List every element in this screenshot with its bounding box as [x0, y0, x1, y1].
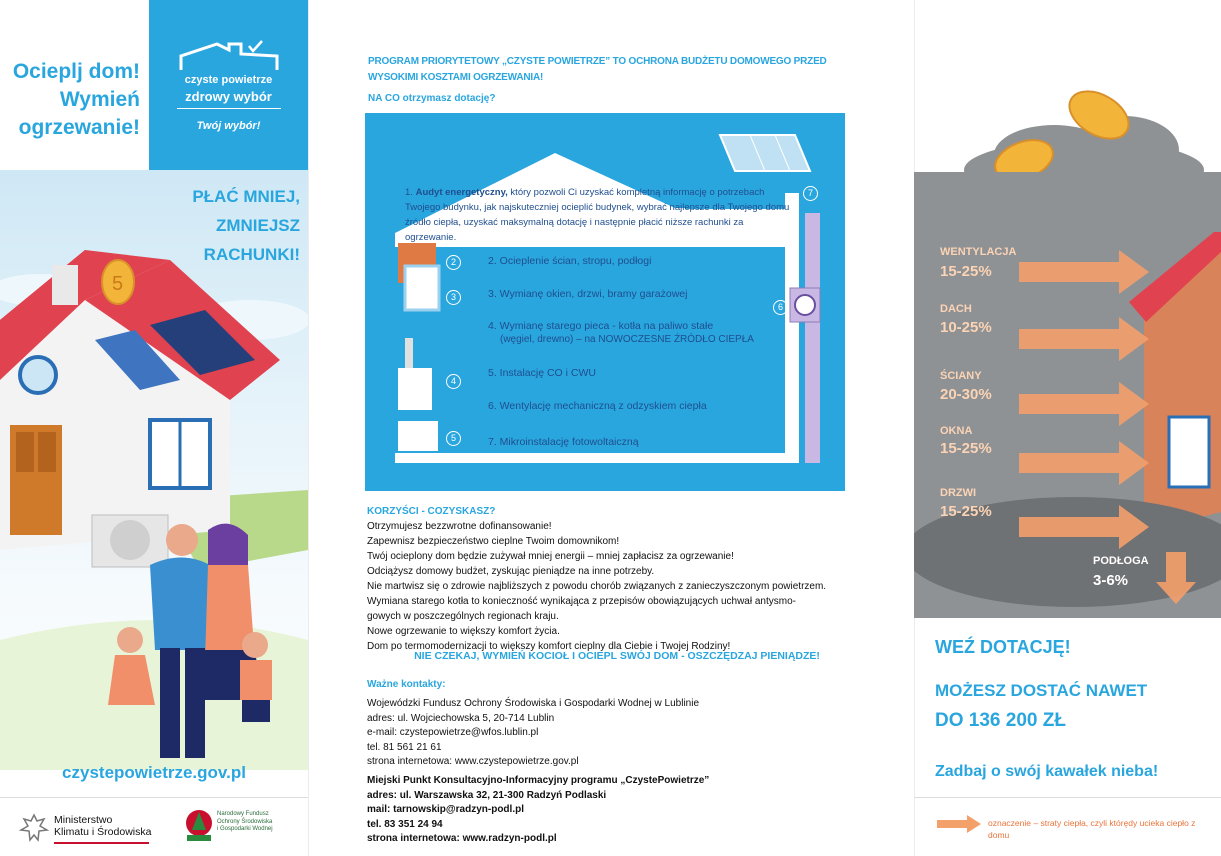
left-panel: [0, 0, 308, 856]
contact-line: adres: ul. Wojciechowska 5, 20-714 Lublin: [367, 712, 555, 724]
loss-value: 15-25%: [940, 440, 992, 457]
website-link[interactable]: czystepowietrze.gov.pl: [62, 763, 246, 782]
contact-line: adres: ul. Warszawska 32, 21-300 Radzyń Podlaski: [367, 789, 607, 801]
nfos-line: Ochrony Środowiska: [217, 818, 273, 825]
logo-tagline: Twój wybór!: [196, 120, 261, 132]
benefit-line: Zapewnisz bezpieczeństwo cieplne Twoim domownikom!: [367, 536, 620, 547]
icon-number: 3: [446, 290, 461, 305]
subsidy-item: 6. Wentylację mechaniczną z odzyskiem ciepła: [488, 400, 707, 412]
benefit-line: Odciążysz domowy budżet, zyskując pieniądze na inne potrzeby.: [367, 566, 655, 577]
floor-loss-value: 3-6%: [1093, 572, 1129, 589]
coins-cloud-illustration: [914, 60, 1221, 190]
program-title: PROGRAM PRIORYTETOWY „CZYSTE POWIETRZE” TO OCHRONA BUDŻETU DOMOWEGO PRZED WYSOKIMI KOSZTAMI OGRZEWANIA!: [368, 56, 827, 83]
logo-divider: [177, 108, 281, 109]
ministry-name: [54, 814, 151, 838]
benefits-title: KORZYŚCI - COZYSKASZ?: [367, 506, 496, 517]
call-to-action: NIE CZEKAJ, WYMIEŃ KOCIOŁ I OCIEPL SWÓJ DOM - OSZCZĘDZAJ PIENIĄDZE!: [414, 650, 820, 662]
benefit-line: gowych w poszczególnych regionach kraju.: [367, 611, 559, 622]
icon-number: 5: [446, 431, 461, 446]
program-logo: [149, 0, 308, 170]
contact-line: tel. 83 351 24 94: [367, 818, 443, 830]
sky-slogan: Zadbaj o swój kawałek nieba!: [935, 763, 1159, 780]
contacts-local: [367, 774, 867, 847]
icon-number: 2: [446, 255, 461, 270]
subsidy-item: 7. Mikroinstalację fotowoltaiczną: [488, 436, 639, 448]
subsidy-item: 3. Wymianę okien, drzwi, bramy garażowej: [488, 288, 688, 300]
audit-item: [405, 185, 790, 245]
loss-value: 20-30%: [940, 386, 992, 403]
infographic-house: [365, 113, 845, 491]
nfos-line: i Gospodarki Wodnej: [217, 826, 273, 832]
subsidy-item: 4. Wymianę starego pieca - kotła na paliwo stałe: [488, 320, 714, 332]
ministry-line: Klimatu i Środowiska: [54, 826, 152, 838]
subsidy-item-continued: (węgiel, drewno) – na NOWOCZESNE ŹRÓDŁO CIEPŁA: [500, 334, 754, 345]
loss-label: WENTYLACJA: [940, 246, 1017, 258]
icon-number: 4: [446, 374, 461, 389]
contact-website[interactable]: strona internetowa: www.czystepowietrze.gov.pl: [367, 756, 579, 767]
contact-email[interactable]: mail: tarnowskip@radzyn-podl.pl: [367, 804, 524, 815]
eagle-emblem-icon: [18, 812, 50, 844]
loss-value: 10-25%: [940, 319, 992, 336]
subsidy-item: 5. Instalację CO i CWU: [488, 367, 596, 379]
benefit-line: Nowe ogrzewanie to większy komfort życia.: [367, 626, 560, 637]
heat-arrow-icon: [937, 815, 981, 833]
nfos-logo-icon: [184, 808, 214, 842]
contacts-wfos: [367, 697, 867, 770]
contact-website[interactable]: strona internetowa: www.radzyn-podl.pl: [367, 833, 557, 844]
nfos-name: [217, 811, 273, 834]
loss-label: DACH: [940, 303, 972, 315]
loss-value: 15-25%: [940, 263, 992, 280]
slogan: [150, 182, 300, 269]
headline-line: Wymień: [59, 88, 140, 111]
icon-number: 7: [803, 186, 818, 201]
loss-label: OKNA: [940, 425, 973, 437]
benefit-line: Wymiana starego kotła to konieczność wynikająca z przepisów obowiązujących uchwał antysmo-: [367, 596, 796, 607]
slogan-line: ZMNIEJSZ RACHUNKI!: [203, 216, 300, 264]
icon-number: 6: [773, 300, 788, 315]
headline: [0, 58, 140, 142]
loss-label: ŚCIANY: [940, 370, 982, 382]
logo-line-2: zdrowy wybór: [185, 89, 272, 104]
loss-label: DRZWI: [940, 487, 977, 499]
benefits-section: [367, 504, 867, 654]
benefit-line: Twój ocieplony dom będzie zużywał mniej energii – mniej zapłacisz za ogrzewanie!: [367, 551, 734, 562]
legend-text: oznaczenie – straty ciepła, czyli którędy ucieka ciepło z domu: [988, 818, 1196, 840]
contacts-title: Ważne kontakty:: [367, 679, 446, 690]
floor-loss-label: PODŁOGA: [1093, 555, 1149, 567]
contact-line: tel. 81 561 21 61: [367, 741, 442, 753]
subsidy-item: 2. Ocieplenie ścian, stropu, podłogi: [488, 255, 652, 267]
audit-title: Audyt energetyczny,: [415, 187, 508, 198]
subsidy-question: NA CO otrzymasz dotację?: [368, 93, 496, 104]
ministry-underline: [54, 842, 149, 844]
nfos-line: Narodowy Fundusz: [217, 811, 269, 817]
contact-email[interactable]: e-mail: czystepowietrze@wfos.lublin.pl: [367, 727, 539, 738]
contact-line: Miejski Punkt Konsultacyjno-Informacyjny programu „CzystePowietrze”: [367, 775, 710, 786]
house-logo-icon: [179, 40, 279, 74]
audit-description: który pozwoli Ci uzyskać kompletną informację o potrzebach Twojego budynku, jak najskuteczniej ocieplić budynek, wybrać najlepsze dla Twojego domu źródło ciepła, uzyskać maksymalną dotację i następnie płacić niższe rachunki za ogrzewanie.: [405, 187, 790, 243]
grant-amount-intro: MOŻESZ DOSTAĆ NAWET: [935, 681, 1148, 700]
loss-value: 15-25%: [940, 503, 992, 520]
logo-line-1: czyste powietrze: [184, 74, 273, 86]
grant-headline: WEŹ DOTACJĘ!: [935, 637, 1071, 657]
benefit-line: Dom po termomodernizacji to większy komfort cieplny dla Ciebie i Twojej Rodziny!: [367, 641, 731, 652]
headline-line: Ocieplj dom!: [12, 60, 140, 83]
benefit-line: Nie martwisz się o zdrowie najbliższych z powodu chorób związanych z zanieczyszczonym powietrzem.: [367, 581, 827, 592]
slogan-line: PŁAĆ MNIEJ,: [192, 187, 300, 206]
headline-line: ogrzewanie!: [18, 116, 140, 139]
ministry-line: Ministerstwo: [54, 814, 113, 826]
grant-amount: DO 136 200 ZŁ: [935, 710, 1066, 731]
audit-number: 1.: [405, 187, 413, 198]
contact-line: Wojewódzki Fundusz Ochrony Środowiska i Gospodarki Wodnej w Lublinie: [367, 698, 700, 709]
svg-text:5: 5: [112, 273, 124, 295]
footer-divider: [914, 797, 1221, 798]
benefit-line: Otrzymujesz bezzwrotne dofinansowanie!: [367, 521, 552, 532]
